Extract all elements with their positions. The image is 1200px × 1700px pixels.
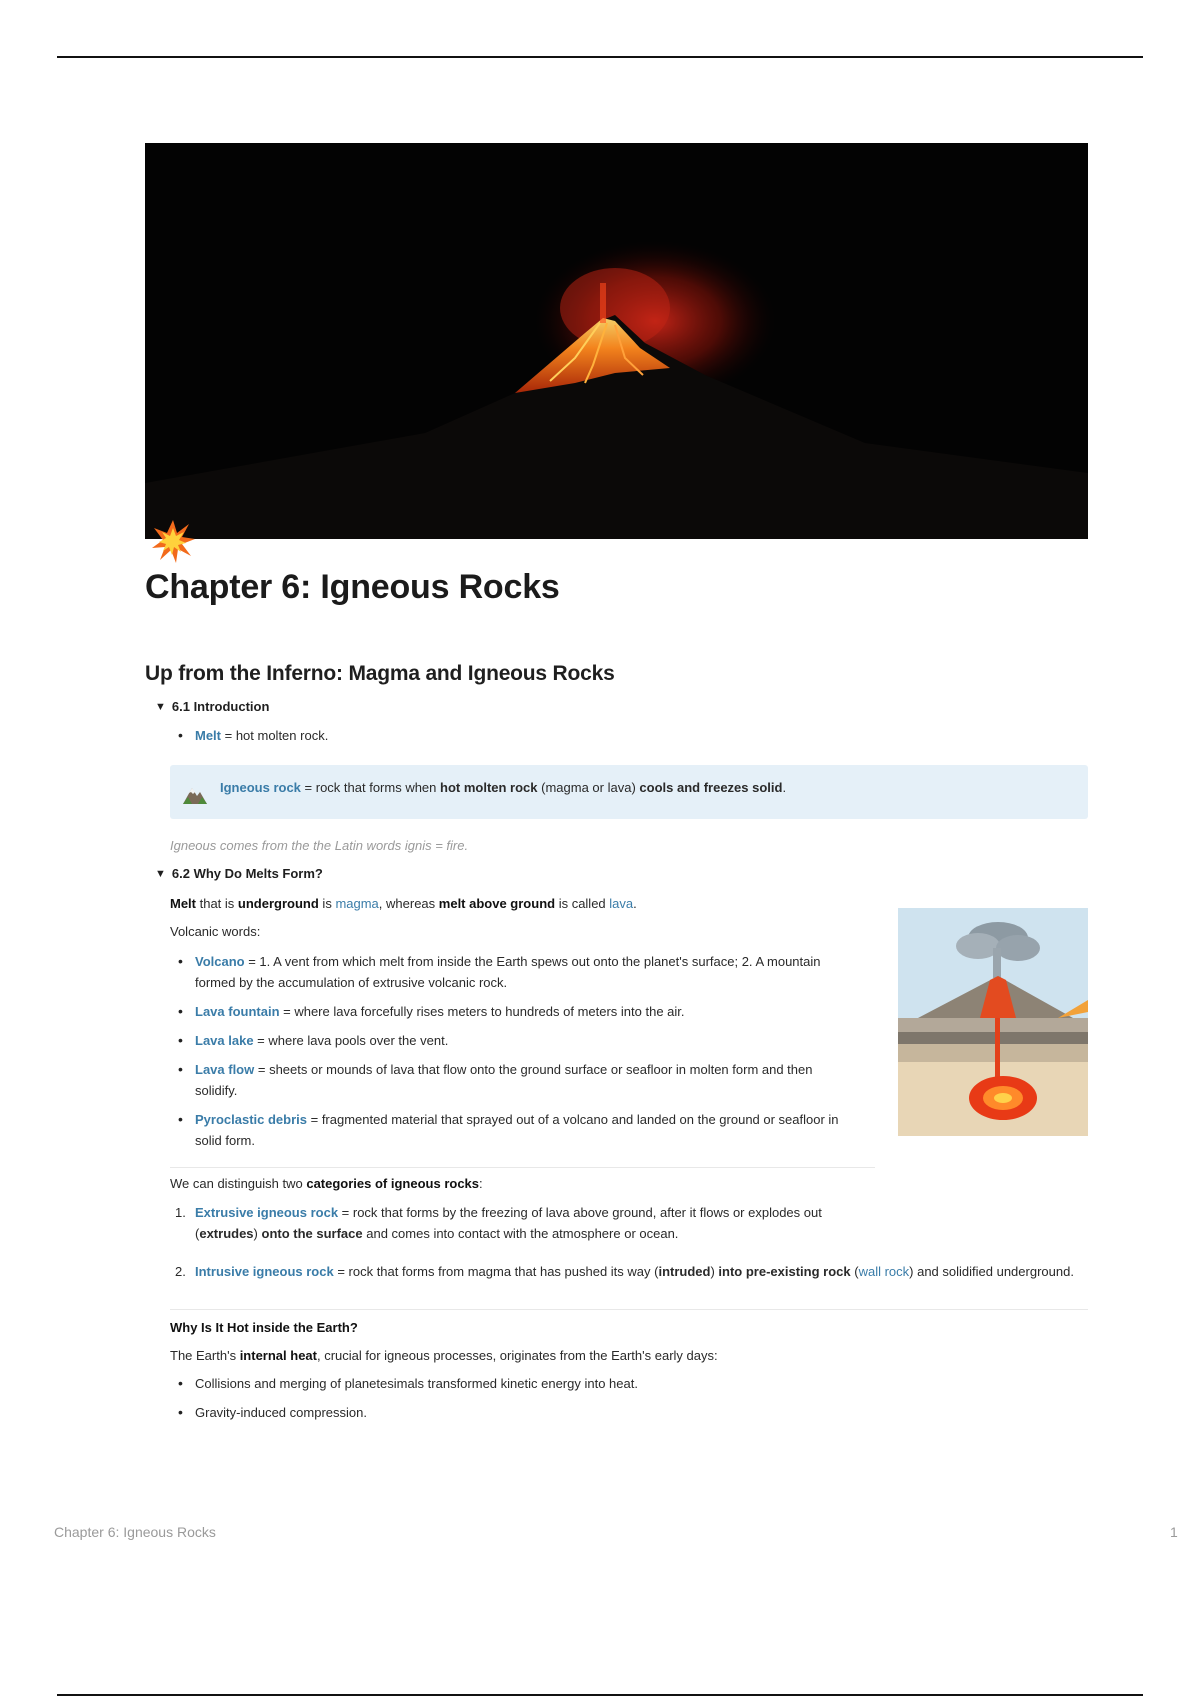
list-item [170,1261,1075,1282]
text: : [479,1176,483,1191]
page-title: Chapter 6: Igneous Rocks [145,568,560,606]
term-link[interactable]: Intrusive igneous rock [195,1264,334,1279]
term-link[interactable]: Pyroclastic debris [195,1112,307,1127]
definition-text: = 1. A vent from which melt from inside the Earth spews out onto the planet's surface; 2. A mountain formed by the accumulation of extrusive volcanic rock. [195,954,821,990]
definition-text: = fragmented material that sprayed out of a volcano and landed on the ground or seafloor in solid form. [195,1112,839,1148]
text: is called [555,896,610,911]
text: = rock that forms from magma that has pushed its way ( [333,1264,659,1279]
text: . [633,896,637,911]
bold-text: into pre-existing rock [718,1264,851,1279]
heat-sources-list [170,1373,870,1431]
bold-text: categories of igneous rocks [306,1176,480,1191]
text: . [782,780,787,795]
list-item [170,1109,855,1151]
text: = rock that forms when [300,780,441,795]
bold-text: onto the surface [261,1226,363,1241]
caret-down-icon: ▼ [155,700,166,713]
volcano-cross-section-figure [898,908,1088,1136]
text: and comes into contact with the atmosphere or ocean. [362,1226,679,1241]
term-link[interactable]: wall rock [858,1264,910,1279]
callout-text [220,780,786,795]
toggle-6-2-why-melts-form[interactable] [155,866,323,881]
bold-text: melt above ground [438,896,556,911]
term-link[interactable]: Igneous rock [220,780,301,795]
list-item [170,1030,855,1051]
term-link[interactable]: Volcano [195,954,245,969]
text: ) [253,1226,262,1241]
internal-heat-line [170,1345,718,1366]
text: , whereas [378,896,439,911]
bold-text: hot molten rock [440,780,538,795]
list-item [170,725,870,746]
divider [170,1309,1088,1310]
list-item [170,1001,855,1022]
term-link[interactable]: magma [335,896,379,911]
term-link[interactable]: Melt [195,728,221,743]
toggle-6-1-introduction[interactable] [155,699,269,714]
cover-image-volcano [145,143,1088,539]
melt-list [170,725,870,754]
term-link[interactable]: Lava fountain [195,1004,280,1019]
categories-list [170,1202,1074,1299]
footer-title: Chapter 6: Igneous Rocks [54,1524,216,1540]
volcanic-words-list [170,951,870,1159]
text: ) [710,1264,719,1279]
bold-text: intruded [658,1264,711,1279]
list-item: • Gravity-induced compression. [170,1402,870,1423]
text: The Earth's [170,1348,240,1363]
text: ) and solidified underground. [909,1264,1074,1279]
top-rule [57,56,1143,58]
text: is [318,896,336,911]
why-hot-heading: Why Is It Hot inside the Earth? [170,1320,358,1335]
text: ( [850,1264,859,1279]
list-number: 1. [175,1205,186,1220]
mountain-icon [182,783,208,805]
bold-text: underground [237,896,319,911]
list-item [170,951,855,993]
section-heading: Up from the Inferno: Magma and Igneous Rocks [145,662,615,685]
text: that is [196,896,238,911]
toggle-label: 6.2 Why Do Melts Form? [171,866,323,881]
list-item [170,1202,885,1244]
text: , crucial for igneous processes, originates from the Earth's early days: [316,1348,718,1363]
volcanic-words-label: Volcanic words: [170,924,261,939]
etymology-note: Igneous comes from the the Latin words ignis = fire. [170,838,469,853]
text: (magma or lava) [537,780,640,795]
term-link[interactable]: Lava flow [195,1062,255,1077]
bold-text: internal heat [239,1348,317,1363]
callout-igneous-rock [170,765,1088,819]
list-number: 2. [175,1264,186,1279]
term-link[interactable]: Extrusive igneous rock [195,1205,339,1220]
text: We can distinguish two [170,1176,307,1191]
definition-text: = sheets or mounds of lava that flow onto the ground surface or seafloor in molten form and then solidify. [195,1062,813,1098]
caret-down-icon: ▼ [155,867,166,880]
term-link[interactable]: lava [609,896,634,911]
definition-text: = where lava pools over the vent. [253,1033,449,1048]
bold-text: Melt [170,896,196,911]
term-link[interactable]: Lava lake [195,1033,254,1048]
categories-intro [170,1173,483,1194]
page-number: 1 [1170,1524,1178,1540]
definition-text: = where lava forcefully rises meters to hundreds of meters into the air. [279,1004,685,1019]
bold-text: cools and freezes solid [639,780,783,795]
list-item [170,1059,855,1101]
list-item: • Collisions and merging of planetesimals transformed kinetic energy into heat. [170,1373,870,1394]
bold-text: extrudes [199,1226,254,1241]
toggle-label: 6.1 Introduction [171,699,270,714]
melt-magma-lava-line [170,893,637,914]
text: = rock that forms by the freezing of lava above ground, after it flows or explodes out ( [195,1205,822,1241]
bottom-rule [57,1694,1143,1696]
divider [170,1167,875,1168]
explosion-icon [150,518,196,564]
definition-text: = hot molten rock. [221,728,329,743]
